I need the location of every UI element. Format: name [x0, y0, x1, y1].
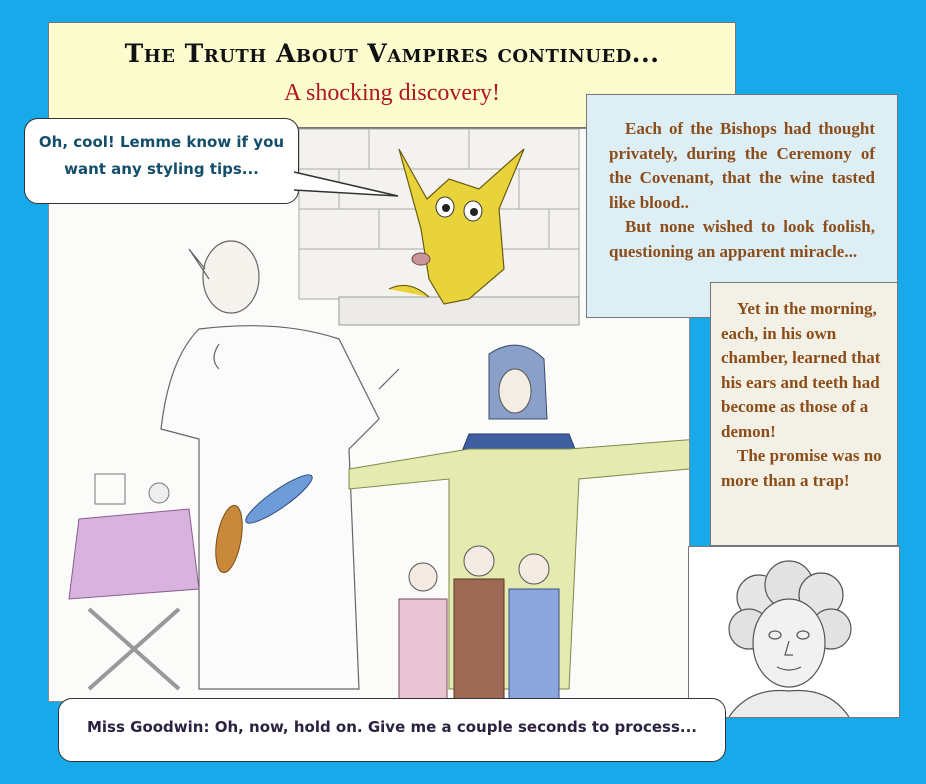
dining-table: [69, 474, 199, 689]
speech-bubble-goodwin: [58, 698, 726, 762]
narration-box-morning: [710, 282, 898, 546]
speech-text-demon: Oh, cool! Lemme know if you want any styling tips...: [38, 133, 285, 178]
miss-goodwin-portrait: [688, 546, 900, 718]
narration-paragraph: The promise was no more than a trap!: [721, 446, 882, 490]
speech-bubble-demon: [24, 118, 299, 204]
speech-bubble-tail: [292, 160, 402, 200]
narration-paragraph: Each of the Bishops had thought privately, during the Ceremony of the Covenant, that the wine tasted like blood..: [609, 119, 875, 212]
portrait-sketch: [689, 547, 899, 717]
narration-paragraph: Yet in the morning, each, in his own chamber, learned that his ears and teeth had become as those of a demon!: [721, 299, 881, 441]
page-title: The Truth About Vampires continued...: [124, 39, 660, 68]
children-group: [399, 546, 559, 701]
page-subtitle: A shocking discovery!: [284, 80, 500, 106]
narration-paragraph: But none wished to look foolish, questioning an apparent miracle...: [609, 217, 875, 261]
speech-text-goodwin: Miss Goodwin: Oh, now, hold on. Give me a couple seconds to process...: [86, 718, 697, 736]
